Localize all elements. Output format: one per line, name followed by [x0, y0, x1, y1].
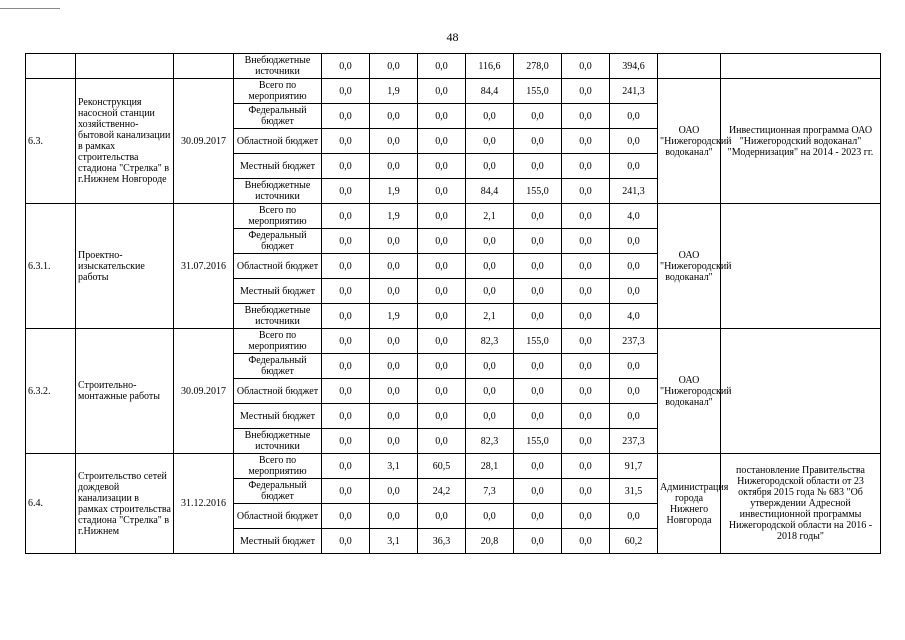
value-cell: 0,0: [322, 454, 370, 479]
value-cell: 0,0: [610, 129, 658, 154]
value-cell: 0,0: [418, 129, 466, 154]
executor: ОАО "Нижегородский водоканал": [658, 79, 721, 204]
funding-source: Всего по мероприятию: [234, 454, 322, 479]
value-cell: 0,0: [418, 54, 466, 79]
value-cell: 155,0: [514, 329, 562, 354]
table-row: [26, 204, 881, 229]
value-cell: 237,3: [610, 429, 658, 454]
value-cell: 116,6: [466, 54, 514, 79]
value-cell: 0,0: [514, 379, 562, 404]
value-cell: 0,0: [562, 79, 610, 104]
item-name: Строительство сетей дождевой канализации в рамках строительства стадиона "Стрелка" в г.Нижнем: [76, 454, 174, 554]
value-cell: 0,0: [514, 254, 562, 279]
value-cell: 0,0: [322, 504, 370, 529]
funding-source: Федеральный бюджет: [234, 229, 322, 254]
value-cell: 0,0: [322, 104, 370, 129]
value-cell: 0,0: [610, 379, 658, 404]
item-name: Проектно-изыскательские работы: [76, 204, 174, 329]
top-rule: [0, 8, 60, 9]
value-cell: 0,0: [610, 504, 658, 529]
value-cell: 0,0: [322, 79, 370, 104]
value-cell: 0,0: [610, 154, 658, 179]
value-cell: 0,0: [514, 129, 562, 154]
value-cell: 237,3: [610, 329, 658, 354]
executor: ОАО "Нижегородский водоканал": [658, 329, 721, 454]
value-cell: 0,0: [370, 54, 418, 79]
value-cell: 0,0: [370, 329, 418, 354]
value-cell: 0,0: [322, 204, 370, 229]
value-cell: 0,0: [322, 479, 370, 504]
value-cell: 0,0: [370, 104, 418, 129]
value-cell: 1,9: [370, 204, 418, 229]
item-number: [26, 54, 76, 79]
value-cell: 0,0: [514, 404, 562, 429]
value-cell: 0,0: [466, 354, 514, 379]
value-cell: 0,0: [322, 254, 370, 279]
basis-document: [721, 54, 881, 79]
table-row: [26, 79, 881, 104]
funding-source: Областной бюджет: [234, 379, 322, 404]
funding-source: Федеральный бюджет: [234, 354, 322, 379]
item-number: 6.3.2.: [26, 329, 76, 454]
financing-table: [25, 53, 881, 554]
value-cell: 0,0: [370, 129, 418, 154]
value-cell: 0,0: [322, 329, 370, 354]
table-row: [26, 454, 881, 479]
value-cell: 0,0: [418, 379, 466, 404]
funding-source: Всего по мероприятию: [234, 204, 322, 229]
executor: Администрация города Нижнего Новгорода: [658, 454, 721, 554]
value-cell: 0,0: [370, 229, 418, 254]
funding-source: Федеральный бюджет: [234, 104, 322, 129]
value-cell: 278,0: [514, 54, 562, 79]
value-cell: 60,5: [418, 454, 466, 479]
value-cell: 20,8: [466, 529, 514, 554]
item-number: 6.3.1.: [26, 204, 76, 329]
value-cell: 0,0: [562, 404, 610, 429]
value-cell: 0,0: [466, 379, 514, 404]
page-number: 48: [446, 30, 459, 44]
completion-date: 31.12.2016: [174, 454, 234, 554]
value-cell: 0,0: [466, 404, 514, 429]
value-cell: 0,0: [418, 504, 466, 529]
completion-date: 30.09.2017: [174, 329, 234, 454]
funding-source: Областной бюджет: [234, 254, 322, 279]
value-cell: 91,7: [610, 454, 658, 479]
value-cell: 0,0: [562, 354, 610, 379]
item-name: Реконструкция насосной станции хозяйственно-бытовой канализации в рамках строительства стадиона "Стрелка" в г.Нижнем Новгороде: [76, 79, 174, 204]
value-cell: 0,0: [562, 204, 610, 229]
value-cell: 0,0: [466, 229, 514, 254]
value-cell: 7,3: [466, 479, 514, 504]
value-cell: 0,0: [322, 529, 370, 554]
value-cell: 0,0: [322, 379, 370, 404]
value-cell: 36,3: [418, 529, 466, 554]
value-cell: 0,0: [418, 154, 466, 179]
funding-source: Внебюджетные источники: [234, 304, 322, 329]
value-cell: 0,0: [610, 354, 658, 379]
value-cell: 0,0: [610, 279, 658, 304]
value-cell: 0,0: [610, 254, 658, 279]
value-cell: 31,5: [610, 479, 658, 504]
value-cell: 0,0: [322, 129, 370, 154]
basis-document: [721, 204, 881, 329]
value-cell: 394,6: [610, 54, 658, 79]
funding-source: Внебюджетные источники: [234, 429, 322, 454]
value-cell: 0,0: [466, 104, 514, 129]
value-cell: 0,0: [562, 304, 610, 329]
value-cell: 0,0: [370, 354, 418, 379]
value-cell: 4,0: [610, 304, 658, 329]
item-number: 6.3.: [26, 79, 76, 204]
value-cell: 0,0: [514, 354, 562, 379]
value-cell: 82,3: [466, 429, 514, 454]
completion-date: 31.07.2016: [174, 204, 234, 329]
funding-source: Внебюджетные источники: [234, 179, 322, 204]
value-cell: 1,9: [370, 179, 418, 204]
value-cell: 0,0: [418, 79, 466, 104]
item-name: [76, 54, 174, 79]
value-cell: 0,0: [418, 279, 466, 304]
value-cell: 0,0: [322, 429, 370, 454]
value-cell: 0,0: [322, 304, 370, 329]
value-cell: 1,9: [370, 79, 418, 104]
value-cell: 0,0: [514, 204, 562, 229]
value-cell: 0,0: [514, 504, 562, 529]
value-cell: 0,0: [562, 504, 610, 529]
value-cell: 3,1: [370, 529, 418, 554]
value-cell: 241,3: [610, 179, 658, 204]
value-cell: 0,0: [466, 129, 514, 154]
value-cell: 0,0: [322, 354, 370, 379]
value-cell: 0,0: [514, 229, 562, 254]
value-cell: 0,0: [466, 254, 514, 279]
value-cell: 241,3: [610, 79, 658, 104]
value-cell: 0,0: [370, 154, 418, 179]
value-cell: 28,1: [466, 454, 514, 479]
value-cell: 0,0: [370, 504, 418, 529]
value-cell: 0,0: [322, 179, 370, 204]
value-cell: 0,0: [562, 254, 610, 279]
value-cell: 0,0: [418, 429, 466, 454]
value-cell: 0,0: [562, 279, 610, 304]
value-cell: 0,0: [466, 279, 514, 304]
executor: ОАО "Нижегородский водоканал": [658, 204, 721, 329]
value-cell: 0,0: [562, 379, 610, 404]
value-cell: 0,0: [514, 279, 562, 304]
funding-source: Федеральный бюджет: [234, 479, 322, 504]
value-cell: 0,0: [562, 154, 610, 179]
value-cell: 0,0: [322, 154, 370, 179]
basis-document: Инвестиционная программа ОАО "Нижегородский водоканал" "Модернизация" на 2014 - 2023 гг.: [721, 79, 881, 204]
value-cell: 0,0: [466, 154, 514, 179]
item-number: 6.4.: [26, 454, 76, 554]
value-cell: 0,0: [610, 229, 658, 254]
basis-document: постановление Правительства Нижегородской области от 23 октября 2015 года № 683 "Об утверждении Адресной инвестиционной программы Нижегородской области на 2016 - 2018 годы": [721, 454, 881, 554]
value-cell: 0,0: [370, 379, 418, 404]
value-cell: 0,0: [610, 104, 658, 129]
funding-source: Всего по мероприятию: [234, 329, 322, 354]
value-cell: 0,0: [514, 104, 562, 129]
executor: [658, 54, 721, 79]
value-cell: 0,0: [370, 429, 418, 454]
funding-source: Местный бюджет: [234, 529, 322, 554]
value-cell: 0,0: [370, 254, 418, 279]
completion-date: [174, 54, 234, 79]
value-cell: 0,0: [418, 304, 466, 329]
table-row: [26, 329, 881, 354]
completion-date: 30.09.2017: [174, 79, 234, 204]
value-cell: 4,0: [610, 204, 658, 229]
value-cell: 0,0: [418, 104, 466, 129]
funding-source: Внебюджетные источники: [234, 54, 322, 79]
value-cell: 0,0: [322, 279, 370, 304]
value-cell: 0,0: [610, 404, 658, 429]
funding-source: Областной бюджет: [234, 504, 322, 529]
table-row: [26, 54, 881, 79]
funding-source: Местный бюджет: [234, 404, 322, 429]
item-name: Строительно-монтажные работы: [76, 329, 174, 454]
value-cell: 0,0: [562, 329, 610, 354]
value-cell: 3,1: [370, 454, 418, 479]
value-cell: 0,0: [322, 404, 370, 429]
value-cell: 0,0: [514, 304, 562, 329]
value-cell: 0,0: [418, 354, 466, 379]
funding-source: Местный бюджет: [234, 154, 322, 179]
funding-source: Всего по мероприятию: [234, 79, 322, 104]
value-cell: 0,0: [466, 504, 514, 529]
value-cell: 0,0: [562, 454, 610, 479]
value-cell: 0,0: [562, 479, 610, 504]
value-cell: 0,0: [418, 329, 466, 354]
value-cell: 0,0: [562, 104, 610, 129]
value-cell: 0,0: [322, 229, 370, 254]
value-cell: 155,0: [514, 179, 562, 204]
value-cell: 82,3: [466, 329, 514, 354]
value-cell: 0,0: [418, 179, 466, 204]
value-cell: 0,0: [514, 479, 562, 504]
value-cell: 0,0: [370, 279, 418, 304]
value-cell: 0,0: [418, 229, 466, 254]
value-cell: 2,1: [466, 304, 514, 329]
value-cell: 0,0: [322, 54, 370, 79]
value-cell: 0,0: [562, 179, 610, 204]
value-cell: 0,0: [514, 454, 562, 479]
value-cell: 0,0: [514, 529, 562, 554]
value-cell: 0,0: [418, 404, 466, 429]
funding-source: Местный бюджет: [234, 279, 322, 304]
value-cell: 0,0: [562, 229, 610, 254]
value-cell: 0,0: [370, 479, 418, 504]
value-cell: 84,4: [466, 179, 514, 204]
value-cell: 1,9: [370, 304, 418, 329]
value-cell: 84,4: [466, 79, 514, 104]
value-cell: 0,0: [418, 204, 466, 229]
value-cell: 0,0: [562, 529, 610, 554]
value-cell: 0,0: [514, 154, 562, 179]
value-cell: 0,0: [370, 404, 418, 429]
value-cell: 0,0: [418, 254, 466, 279]
value-cell: 0,0: [562, 429, 610, 454]
funding-source: Областной бюджет: [234, 129, 322, 154]
value-cell: 155,0: [514, 79, 562, 104]
value-cell: 2,1: [466, 204, 514, 229]
value-cell: 155,0: [514, 429, 562, 454]
basis-document: [721, 329, 881, 454]
value-cell: 24,2: [418, 479, 466, 504]
value-cell: 60,2: [610, 529, 658, 554]
value-cell: 0,0: [562, 129, 610, 154]
value-cell: 0,0: [562, 54, 610, 79]
